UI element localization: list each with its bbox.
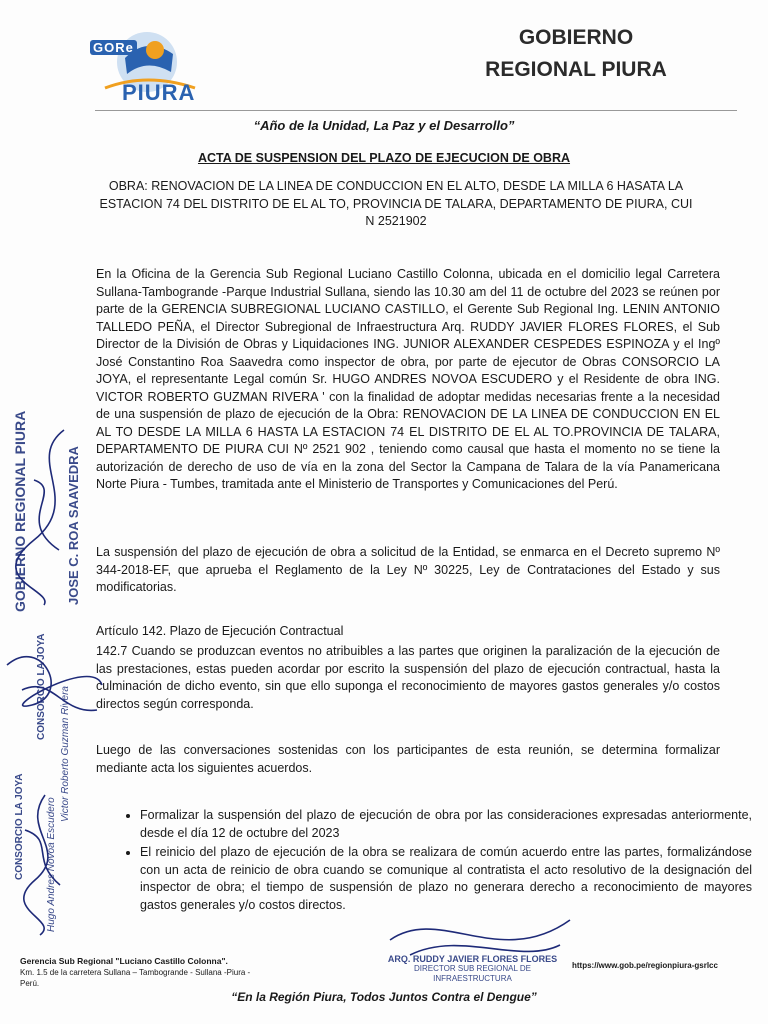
meeting-paragraph: En la Oficina de la Gerencia Sub Regional Luciano Castillo Colonna, ubicada en el domicilio legal Carretera Sullana-Tambogrande -Parque Industrial Sullana, siendo las 10.30 am del 11 de octubre del 2023 se reúnen por parte de la GERENCIA SUBREGIONAL LUCIANO CASTILLO, el Gerente Sub Regional Ing. LENIN ANTONIO TALLEDO PEÑA, el Director Subregional de Infraestructura Arq. RUDDY JAVIER FLORES FLORES, el Sub Director de la División de Obras y Liquidaciones ING. JUNIOR ALEXANDER CESPEDES ESPINOZA y el Ingº José Constantino Roa Saavedra como inspector de obra, por parte de ejecutor de Obras CONSORCIO LA JOYA, el representante Legal común Sr. HUGO ANDRES NOVOA ESCUDERO y el Residente de obra ING. VICTOR ROBERTO GUZMAN RIVERA ' con la finalidad de adoptar medidas necesarias frente a la necesidad de una suspensión de plazo de ejecución de la Obra: RENOVACION DE LA LINEA DE CONDUCCION EN EL AL TO DESDE LA MILLA 6 HASTA LA ESTACION 74 EL DISTRITO DE EL AL TO.PROVINCIA DE TALARA, DEPARTAMENTO DE PIURA CUI Nº 2521 902 , teniendo como causal que hasta el momento no se tiene la autorización de derecho de uso de vía en la zona del Sector la Campana de Talara de la vía Panamericana Norte Piura - Tumbes, tramitada ante el Ministerio de Transportes y Comunicaciones del Perú.	[96, 267, 720, 491]
logo-text-gore: GORe	[90, 40, 137, 55]
stamp-residente: Victor Roberto Guzman Rivera	[60, 686, 71, 822]
agreement-item: • El reinicio del plazo de ejecución de la obra se realizara de común acuerdo entre las partes, formalizándose con un acta de reinicio de obra cuando se comunique al contratista el acto resolutivo de la designación del inspector de obra; el tiempo de suspensión de plazo no generara derecho a reconocimiento de mayores gastos generales y/o costos directos.	[140, 844, 752, 914]
footer-address	[20, 956, 260, 989]
stamp-inspector: JOSE C. ROA SAAVEDRA	[66, 446, 81, 605]
year-motto: “Año de la Unidad, La Paz y el Desarrollo”	[253, 118, 515, 133]
conclusion-paragraph: Luego de las conversaciones sostenidas con los participantes de esta reunión, se determina formalizar mediante acta los siguientes acuerdos.	[96, 743, 720, 775]
director-stamp-title: DIRECTOR SUB REGIONAL DE INFRAESTRUCTURA	[414, 964, 531, 983]
director-stamp	[380, 906, 565, 984]
stamp-representante: Hugo Andres Novoa Escudero	[46, 797, 57, 932]
stamp-gobierno-regional: GOBIERNO REGIONAL PIURA	[12, 410, 28, 612]
signature-representante	[10, 790, 80, 940]
director-stamp-name: ARQ. RUDDY JAVIER FLORES FLORES	[387, 954, 558, 964]
logo-text-piura: PIURA	[122, 80, 196, 105]
footer-office-name: Gerencia Sub Regional "Luciano Castillo Colonna".	[20, 956, 228, 966]
government-title-line1: GOBIERNO	[518, 26, 634, 49]
signature-residente	[2, 635, 112, 725]
header-divider	[95, 110, 737, 111]
footer-address-text: Km. 1.5 de la carretera Sullana – Tambogrande - Sullana -Piura -Perú.	[20, 968, 251, 988]
government-title-line2: REGIONAL PIURA	[485, 58, 667, 81]
signature-gerente	[4, 420, 94, 610]
agreement-item: • Formalizar la suspensión del plazo de ejecución de obra por las consideraciones expresadas anteriormente, desde el día 12 de octubre del 2023	[140, 807, 752, 842]
legal-basis-paragraph: La suspensión del plazo de ejecución de obra a solicitud de la Entidad, se enmarca en el Decreto supremo Nº 344-2018-EF, que aprueba el Reglamento de la Ley Nº 30225, Ley de Contrataciones del Estado y sus modificatorias.	[96, 545, 720, 594]
footer-slogan: “En la Región Piura, Todos Juntos Contra el Dengue”	[231, 990, 537, 1004]
footer-url[interactable]: https://www.gob.pe/regionpiura-gsrlcc	[572, 961, 718, 970]
article-text: 142.7 Cuando se produzcan eventos no atribuibles a las partes que originen la paralización de la ejecución de las prestaciones, estas pueden acordar por escrito la suspensión del plazo de ejecución contractual, hasta la culminación de dicho evento, sin que ello suponga el reconocimiento de mayores gastos generales y/o costos directos según corresponda.	[96, 644, 720, 711]
document-title: ACTA DE SUSPENSION DEL PLAZO DE EJECUCION DE OBRA	[197, 151, 571, 165]
article-title: Artículo 142. Plazo de Ejecución Contractual	[96, 624, 344, 638]
obra-description: OBRA: RENOVACION DE LA LINEA DE CONDUCCION EN EL ALTO, DESDE LA MILLA 6 HASATA LA ESTACION 74 DEL DISTRITO DE EL AL TO, PROVINCIA DE TALARA, DEPARTAMENTO DE PIURA, CUI N 2521902	[99, 179, 693, 228]
stamp-consorcio-2: CONSORCIO LA JOYA	[14, 773, 25, 880]
stamp-consorcio: CONSORCIO LA JOYA	[36, 633, 47, 740]
